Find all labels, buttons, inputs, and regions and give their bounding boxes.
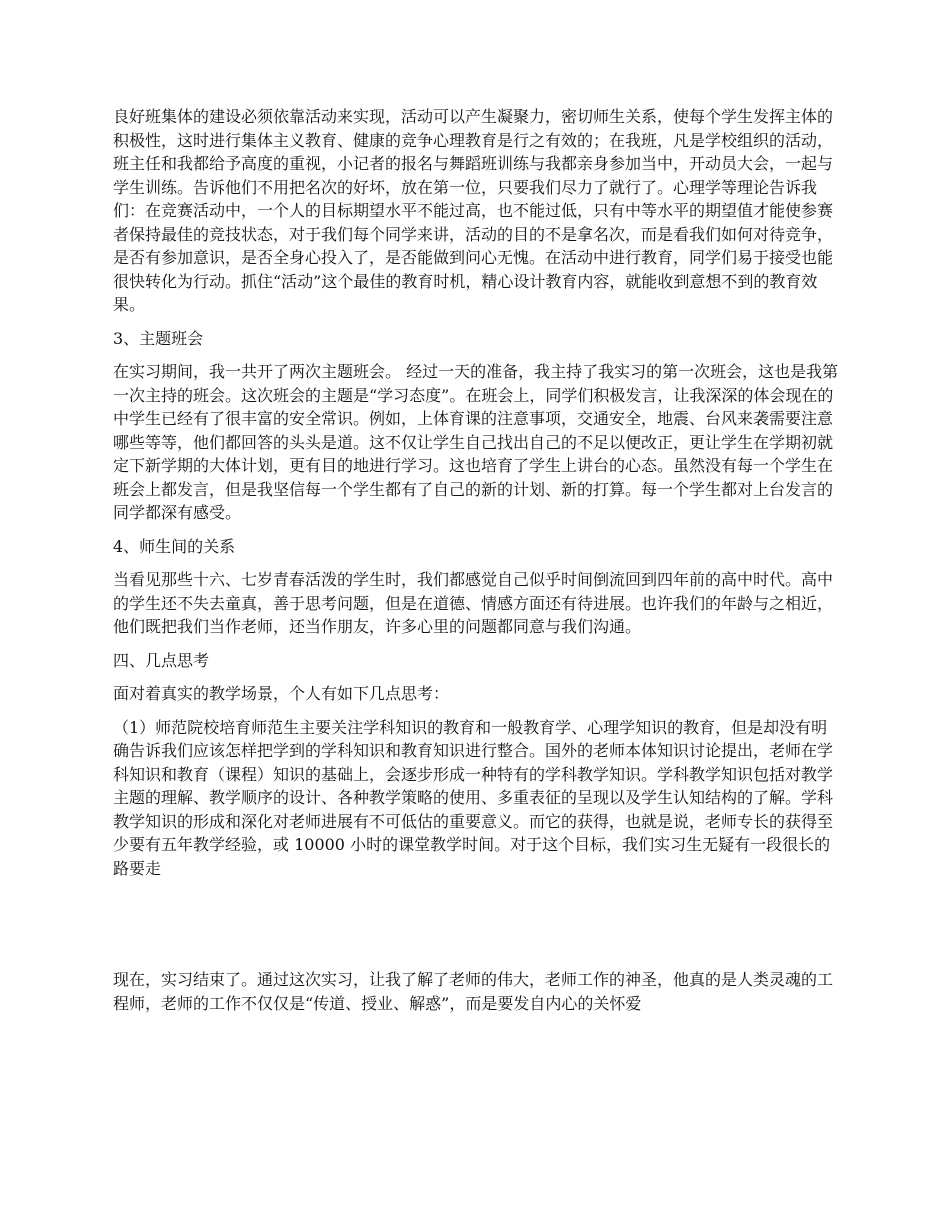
heading-teacher-student-relations: 4、师生间的关系 [113,536,236,556]
paragraph-reflections-intro: 面对着真实的教学场景，个人有如下几点思考： [113,684,450,703]
paragraph-class-meeting: 在实习期间，我一共开了两次主题班会。 经过一天的准备，我主持了我实习的第一次班会，这也是我第一次主持的班会。这次班会的主题是“学习态度”。在班会上，同学们积极发言，让我深深的体会现在的中学生已经有了很丰富的安全常识。例如，上体育课的注意事项，交通安全，地震、台风来袭需要注意哪些等等，他们都回答的头头是道。这不仅让学生自己找出自己的不足以便改正，更让学生在学期初就定下新学期的大体计划，更有目的地进行学习。这也培育了学生上讲台的心态。虽然没有每一个学生在班会上都发言，但是我坚信每一个学生都有了自己的新的计划、新的打算。每一个学生都对上台发言的同学都深有感受。 [113,362,839,522]
paragraph-reflection-1: （1）师范院校培育师范生主要关注学科知识的教育和一般教育学、心理学知识的教育，但是却没有明确告诉我们应该怎样把学到的学科知识和教育知识进行整合。国外的老师本体知识讨论提出，老师在学科知识和教育（课程）知识的基础上，会逐步形成一种特有的学科教学知识。学科教学知识包括对教学主题的理解、教学顺序的设计、各种教学策略的使用、多重表征的呈现以及学生认知结构的了解。学科教学知识的形成和深化对老师进展有不可低估的重要意义。而它的获得，也就是说，老师专长的获得至少要有五年教学经验，或 10000 小时的课堂教学时间。对于这个目标，我们实习生无疑有一段很长的路要走 [113,717,834,878]
document-page [113,105,841,1015]
paragraph-relations: 当看见那些十六、七岁青春活泼的学生时，我们都感觉自己似乎时间倒流回到四年前的高中时代。高中的学生还不失去童真，善于思考问题，但是在道德、情感方面还有待进展。也许我们的年龄与之相近，他们既把我们当作老师，还当作朋友，许多心里的问题都同意与我们沟通。 [113,570,834,636]
paragraph-conclusion: 现在，实习结束了。通过这次实习，让我了解了老师的伟大，老师工作的神圣，他真的是人类灵魂的工程师，老师的工作不仅仅是“传道、授业、解惑”，而是要发自内心的关怀爱 [113,970,834,1013]
heading-theme-class-meeting: 3、主题班会 [113,328,204,348]
paragraph-activities: 良好班集体的建设必须依靠活动来实现，活动可以产生凝聚力，密切师生关系，使每个学生发挥主体的积极性，这时进行集体主义教育、健康的竞争心理教育是行之有效的；在我班，凡是学校组织的活动，班主任和我都给予高度的重视，小记者的报名与舞蹈班训练与我都亲身参加当中，开动员大会，一起与学生训练。告诉他们不用把名次的好坏，放在第一位，只要我们尽力了就行了。心理学等理论告诉我们：在竞赛活动中，一个人的目标期望水平不能过高，也不能过低，只有中等水平的期望值才能使参赛者保持最佳的竞技状态，对于我们每个同学来讲，活动的目的不是拿名次，而是看我们如何对待竞争，是否有参加意识，是否全身心投入了，是否能做到问心无愧。在活动中进行教育，同学们易于接受也能很快转化为行动。抓住“活动”这个最佳的教育时机，精心设计教育内容，就能收到意想不到的教育效果。 [113,107,834,314]
heading-reflections: 四、几点思考 [113,650,210,670]
